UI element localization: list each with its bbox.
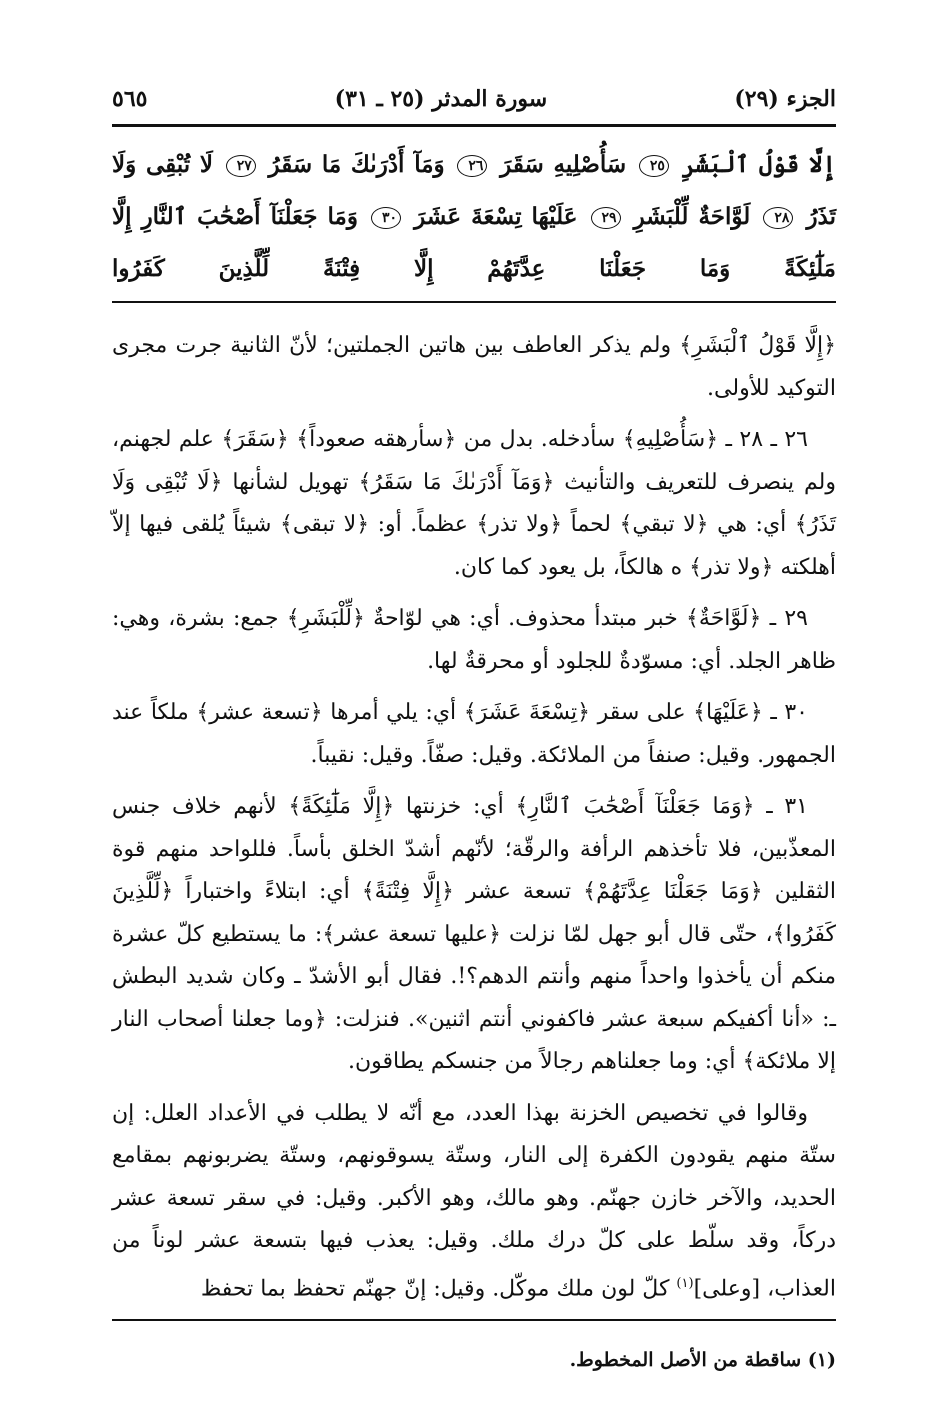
juz-label: الجزء (٢٩) [734, 86, 836, 112]
verse-text: عَلَيْهَا تِسْعَةَ عَشَرَ [414, 203, 578, 230]
verse-text: إِلَّا قَوْلُ ٱلْبَشَرِ [681, 151, 836, 178]
paragraph-text: وقالوا في تخصيص الخزنة بهذا العدد، مع أنّه لا يطلب في الأعداد العلل: إن ستّة منهم يقودون الكفرة إلى النار، وستّة يسوقونهم، وستّة يضربونهم بمقامع الحديد، والآخر خازن جهنّم. وهو مالك، وهو الأكبر. وقيل: في سقر تسعة عشر دركاً، وقد سلّط على كلّ درك ملك. وقيل: يعذب فيها بتسعة عشر لوناً من العذاب، [وعلى] [112, 1100, 836, 1301]
verse-number-marker: ٢٧ [226, 155, 256, 177]
verses-rule [112, 301, 836, 303]
quran-verses [112, 139, 836, 295]
paragraph: ٣٠ ـ ﴿عَلَيْهَا﴾ على سقر ﴿تِسْعَةَ عَشَرَ﴾ أي: يلي أمرها ﴿تسعة عشر﴾ ملكاً عند الجمهور. وقيل: صنفاً من الملائكة. وقيل: صفّاً. وقيل: نقيباً. [112, 700, 836, 768]
verse-text: لَا تُبْقِى وَلَا تَذَرُ [112, 151, 837, 230]
footnote [112, 1349, 836, 1371]
verse-text: وَمَآ أَدْرَىٰكَ مَا سَقَرُ [268, 151, 445, 178]
verse-number-marker: ٣٠ [371, 207, 401, 229]
surah-title: سورة المدثر (٢٥ ـ ٣١) [334, 86, 548, 112]
paragraph: ٢٦ ـ ٢٨ ـ ﴿سَأُصْلِيهِ﴾ سأدخله. بدل من ﴿سأرهقه صعوداً﴾ ﴿سَقَرَ﴾ علم لجهنم، ولم ينصرف للتعريف والتأنيث ﴿وَمَآ أَدْرَىٰكَ مَا سَقَرُ﴾ تهويل لشأنها ﴿لَا تُبْقِى وَلَا تَذَرُ﴾ أي: هي ﴿لا تبقي﴾ لحماً ﴿ولا تذر﴾ عظماً. أو: ﴿لا تبقى﴾ شيئاً يُلقى فيها إلاّ أهلكته ﴿ولا تذر﴾ ه هالكاً، بل يعود كما كان. [112, 427, 836, 580]
verse-number-marker: ٢٩ [591, 207, 621, 229]
verse-number-marker: ٢٥ [639, 155, 669, 177]
header-rule [112, 124, 836, 127]
verse-text: وَمَا جَعَلْنَآ أَصْحَٰبَ ٱلنَّارِ إِلَّا مَلَٰٓئِكَةً وَمَا جَعَلْنَا عِدَّتَهُمْ إِلَّا فِتْنَةً لِّلَّذِينَ كَفَرُوا [112, 203, 836, 282]
paragraph: ﴿إِلَّا قَوْلُ ٱلْبَشَرِ﴾ ولم يذكر العاطف بين هاتين الجملتين؛ لأنّ الثانية جرت مجرى التوكيد للأولى. [112, 333, 836, 401]
paragraph: ٢٩ ـ ﴿لَوَّاحَةٌ﴾ خبر مبتدأ محذوف. أي: هي لوّاحةٌ ﴿لِّلْبَشَرِ﴾ جمع: بشرة، وهي: ظاهر الجلد. أي: مسوّدةٌ للجلود أو محرقةٌ لها. [112, 606, 836, 674]
verse-text: لَوَّاحَةٌ لِّلْبَشَرِ [633, 203, 751, 230]
verse-text: سَأُصْلِيهِ سَقَرَ [500, 151, 627, 178]
paragraph [112, 1093, 836, 1311]
verse-number-marker: ٢٨ [763, 207, 793, 229]
running-header [112, 86, 836, 120]
commentary-body [112, 325, 836, 1310]
paragraph: ٣١ ـ ﴿وَمَا جَعَلْنَآ أَصْحَٰبَ ٱلنَّارِ﴾ أي: خزنتها ﴿إِلَّا مَلَٰٓئِكَةً﴾ لأنهم خلاف جنس المعذّبين، فلا تأخذهم الرأفة والرقّة؛ لأنّهم أشدّ الخلق بأساً. فللواحد منهم قوة الثقلين ﴿وَمَا جَعَلْنَا عِدَّتَهُمْ﴾ تسعة عشر ﴿إِلَّا فِتْنَةً﴾ أي: ابتلاءً واختباراً ﴿لِّلَّذِينَ كَفَرُوا﴾، حتّى قال أبو جهل لمّا نزلت ﴿عليها تسعة عشر﴾: ما يستطيع كلّ عشرة منكم أن يأخذوا واحداً منهم وأنتم الدهم؟!. فقال أبو الأشدّ ـ وكان شديد البطش ـ: «أنا أكفيكم سبعة عشر فاكفوني أنتم اثنين». فنزلت: ﴿وما جعلنا أصحاب النار إلا ملائكة﴾ أي: وما جعلناهم رجالاً من جنسكم يطاقون. [112, 794, 836, 1074]
footnote-text: ساقطة من الأصل المخطوط. [569, 1349, 802, 1372]
footnote-ref: (١) [676, 1275, 694, 1291]
footnote-rule [112, 1319, 836, 1321]
page-number: ٥٦٥ [112, 86, 148, 112]
footnote-number: (١) [807, 1349, 836, 1372]
page [112, 86, 836, 1371]
verse-number-marker: ٢٦ [457, 155, 487, 177]
paragraph-text: كلّ لون ملك موكّل. وقيل: إنّ جهنّم تحفظ بما تحفظ [200, 1275, 677, 1301]
